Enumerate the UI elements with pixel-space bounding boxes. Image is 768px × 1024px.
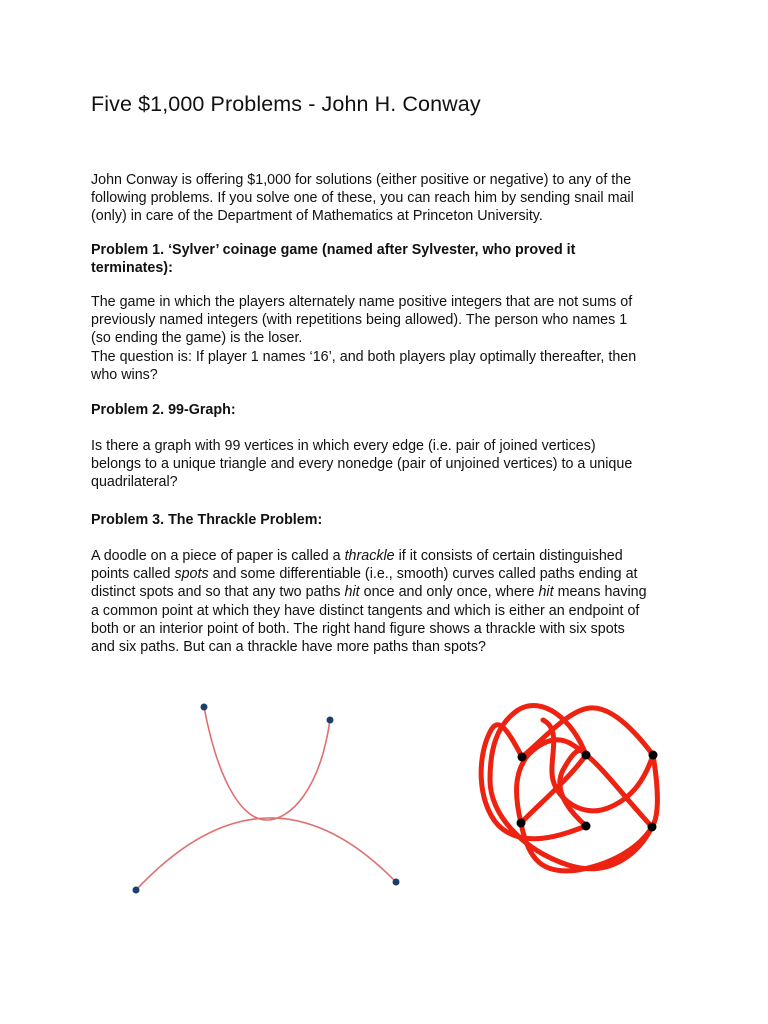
problem-2-body	[91, 437, 691, 492]
body-line: both or an interior point of both. The right hand figure shows a thrackle with six spots	[91, 620, 625, 637]
body-line: A doodle on a piece of paper is called a thrackle if it consists of certain distinguished	[91, 548, 623, 564]
thrackle-path	[522, 708, 653, 757]
intro-line: (only) in care of the Department of Mathematics at Princeton University.	[91, 208, 543, 225]
body-line: (so ending the game) is the loser.	[91, 330, 303, 347]
spot	[649, 751, 658, 760]
body-line: The question is: If player 1 names ‘16’, and both players play optimally thereafter, then	[91, 348, 637, 365]
problem-3-body	[91, 547, 691, 656]
spot	[201, 704, 208, 711]
spot	[517, 819, 526, 828]
problem-2-heading	[91, 401, 651, 419]
thrackle-figure	[468, 690, 678, 890]
intro-line: John Conway is offering $1,000 for solutions (either positive or negative) to any of the	[91, 172, 632, 188]
spots-term: spots	[174, 566, 209, 583]
spot	[327, 717, 334, 724]
thrackle-term: thrackle	[344, 548, 395, 564]
tangent-curves-figure	[120, 695, 420, 905]
body-line: quadrilateral?	[91, 474, 178, 491]
heading-line: Problem 2. 99-Graph:	[91, 402, 236, 418]
spot	[582, 822, 591, 831]
body-line: Is there a graph with 99 vertices in which every edge (i.e. pair of joined vertices)	[91, 438, 596, 454]
body-line: previously named integers (with repetitions being allowed). The person who names 1	[91, 312, 628, 329]
spot	[393, 879, 400, 886]
hit-term: hit	[344, 584, 360, 601]
upper-parabola-path	[204, 707, 330, 820]
heading-line: Problem 1. ‘Sylver’ coinage game (named after Sylvester, who proved it	[91, 242, 576, 258]
spot	[648, 823, 657, 832]
spot	[133, 887, 140, 894]
problem-1-heading	[91, 241, 651, 277]
problem-1-body	[91, 293, 691, 384]
body-line: and six paths. But can a thrackle have more paths than spots?	[91, 639, 486, 656]
intro-line: following problems. If you solve one of these, you can reach him by sending snail mail	[91, 190, 634, 207]
body-line: points called spots and some differentiable (i.e., smooth) curves called paths ending at	[91, 566, 638, 583]
body-line: The game in which the players alternately name positive integers that are not sums of	[91, 294, 633, 310]
page-title: Five $1,000 Problems - John H. Conway	[91, 92, 481, 116]
lower-arc-path	[136, 818, 396, 890]
body-line: a common point at which they have distinct tangents and which is either an endpoint of	[91, 602, 640, 619]
body-line: who wins?	[91, 366, 158, 383]
body-line: belongs to a unique triangle and every nonedge (pair of unjoined vertices) to a unique	[91, 456, 633, 473]
body-line: distinct spots and so that any two paths hit once and only once, where hit means having	[91, 584, 647, 601]
heading-line: Problem 3. The Thrackle Problem:	[91, 512, 323, 528]
hit-term: hit	[538, 584, 554, 601]
heading-line: terminates):	[91, 260, 173, 277]
spot	[582, 751, 591, 760]
thrackle-paths	[481, 706, 657, 871]
intro-paragraph	[91, 171, 691, 226]
spot	[518, 753, 527, 762]
problem-3-heading	[91, 511, 651, 529]
